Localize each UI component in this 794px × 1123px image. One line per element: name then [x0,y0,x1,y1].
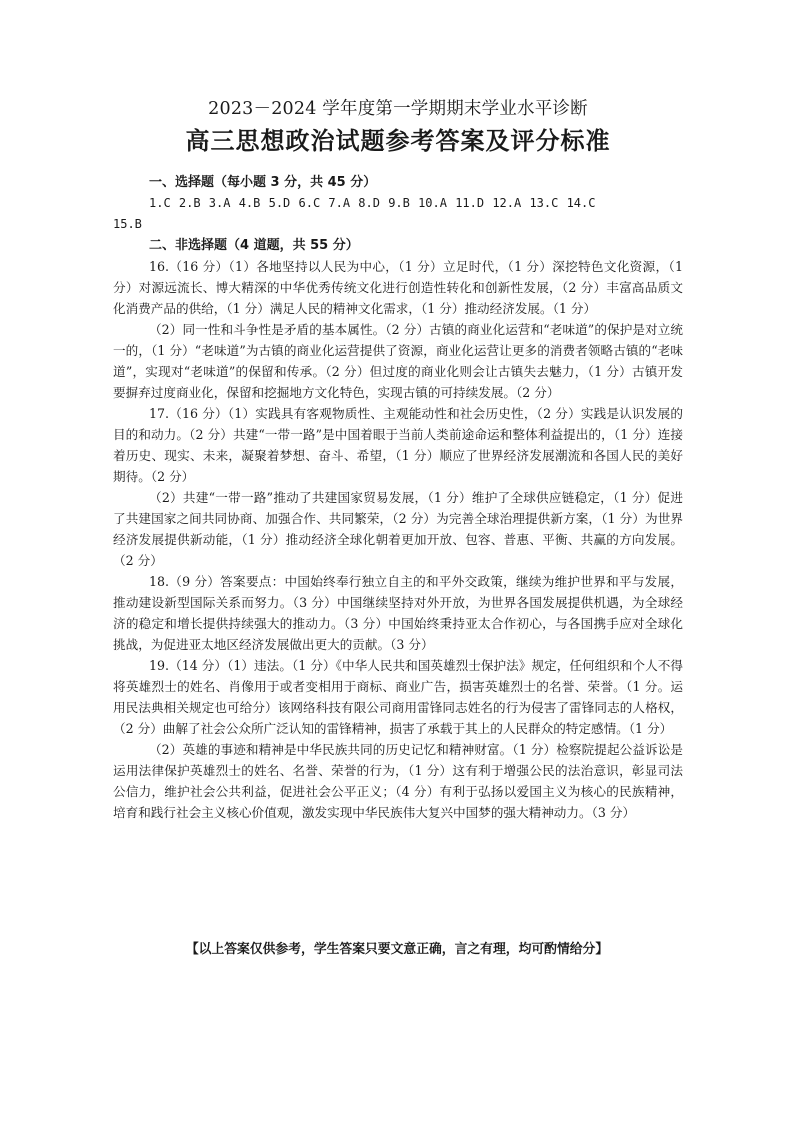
answer-19-part-2: （2）英雄的事迹和精神是中华民族共同的历史记忆和精神财富。（1 分）检察院提起公益诉讼是运用法律保护英雄烈士的姓名、名誉、荣誉的行为，（1 分）这有利于增强公民的法治意识，彰显司法公信力，维护社会公共利益，促进社会公平正义；（4 分）有利于弘扬以爱国主义为核心的民族精神，培育和践行社会主义核心价值观，激发实现中华民族伟大复兴中国梦的强大精神动力。（3 分） [113,742,683,820]
document-subtitle: 2023－2024 学年度第一学期期末学业水平诊断 [208,99,588,119]
footer-grading-note: 【以上答案仅供参考，学生答案只要文意正确，言之有理，均可酌情给分】 [185,942,609,957]
answer-19-part-1: 19.（14 分）（1）违法。（1 分）《中华人民共和国英雄烈士保护法》规定，任何组织和个人不得将英雄烈士的姓名、肖像用于或者变相用于商标、商业广告，损害英雄烈士的名誉、荣誉。（1 分。运用民法典相关规定也可给分）该网络科技有限公司商用雷锋同志姓名的行为侵害了雷锋同志的人格权，（2 分）曲解了社会公众所广泛认知的雷锋精神，损害了承载于其上的人民群众的特定感情。（1 分） [113,658,683,736]
answer-document [113,96,683,823]
answer-17-part-2: （2）共建“一带一路”推动了共建国家贸易发展，（1 分）维护了全球供应链稳定，（1 分）促进了共建国家之间共同协商、加强合作、共同繁荣，（2 分）为完善全球治理提供新方案，（1 分）为世界经济发展提供新动能，（1 分）推动经济全球化朝着更加开放、包容、普惠、平衡、共赢的方向发展。（2 分） [113,490,683,568]
answer-16-part-2: （2）同一性和斗争性是矛盾的基本属性。（2 分）古镇的商业化运营和“老味道”的保护是对立统一的，（1 分）“老味道”为古镇的商业化运营提供了资源，商业化运营让更多的消费者领略古镇的“老味道”，实现对“老味道”的保留和传承。（2 分）但过度的商业化则会让古镇失去魅力，（1 分）古镇开发要摒弃过度商业化，保留和挖掘地方文化特色，实现古镇的可持续发展。（2 分） [113,322,683,400]
answer-18: 18.（9 分）答案要点：中国始终奉行独立自主的和平外交政策，继续为维护世界和平与发展，推动建设新型国际关系而努力。（3 分）中国继续坚持对外开放，为世界各国发展提供机遇，为全球经济的稳定和增长提供持续强大的推动力。（3 分）中国始终秉持亚太合作初心，与各国携手应对全球化挑战，为促进亚太地区经济发展做出更大的贡献。（3 分） [113,574,683,652]
section-non-choice [113,235,683,823]
choice-answers-line-1: 1.C 2.B 3.A 4.B 5.D 6.C 7.A 8.D 9.B 10.A 11.D 12.A 13.C 14.C [149,196,596,210]
section-choice [113,172,683,235]
choice-answers-line-2: 15.B [113,217,142,231]
answer-17-part-1: 17.（16 分）（1）实践具有客观物质性、主观能动性和社会历史性，（2 分）实践是认识发展的目的和动力。（2 分）共建“一带一路”是中国着眼于当前人类前途命运和整体利益提出的，（1 分）连接着历史、现实、未来，凝聚着梦想、奋斗、希望，（1 分）顺应了世界经济发展潮流和各国人民的美好期待。（2 分） [113,406,683,484]
section-non-choice-heading: 二、非选择题（4 道题，共 55 分） [149,238,359,253]
document-title: 高三思想政治试题参考答案及评分标准 [185,126,611,155]
section-choice-heading: 一、选择题（每小题 3 分，共 45 分） [149,175,377,190]
answer-16-part-1: 16.（16 分）（1）各地坚持以人民为中心，（1 分）立足时代，（1 分）深挖特色文化资源，（1 分）对源远流长、博大精深的中华优秀传统文化进行创造性转化和创新性发展，（2 分）丰富高品质文化消费产品的供给，（1 分）满足人民的精神文化需求，（1 分）推动经济发展。（1 分） [113,259,683,316]
